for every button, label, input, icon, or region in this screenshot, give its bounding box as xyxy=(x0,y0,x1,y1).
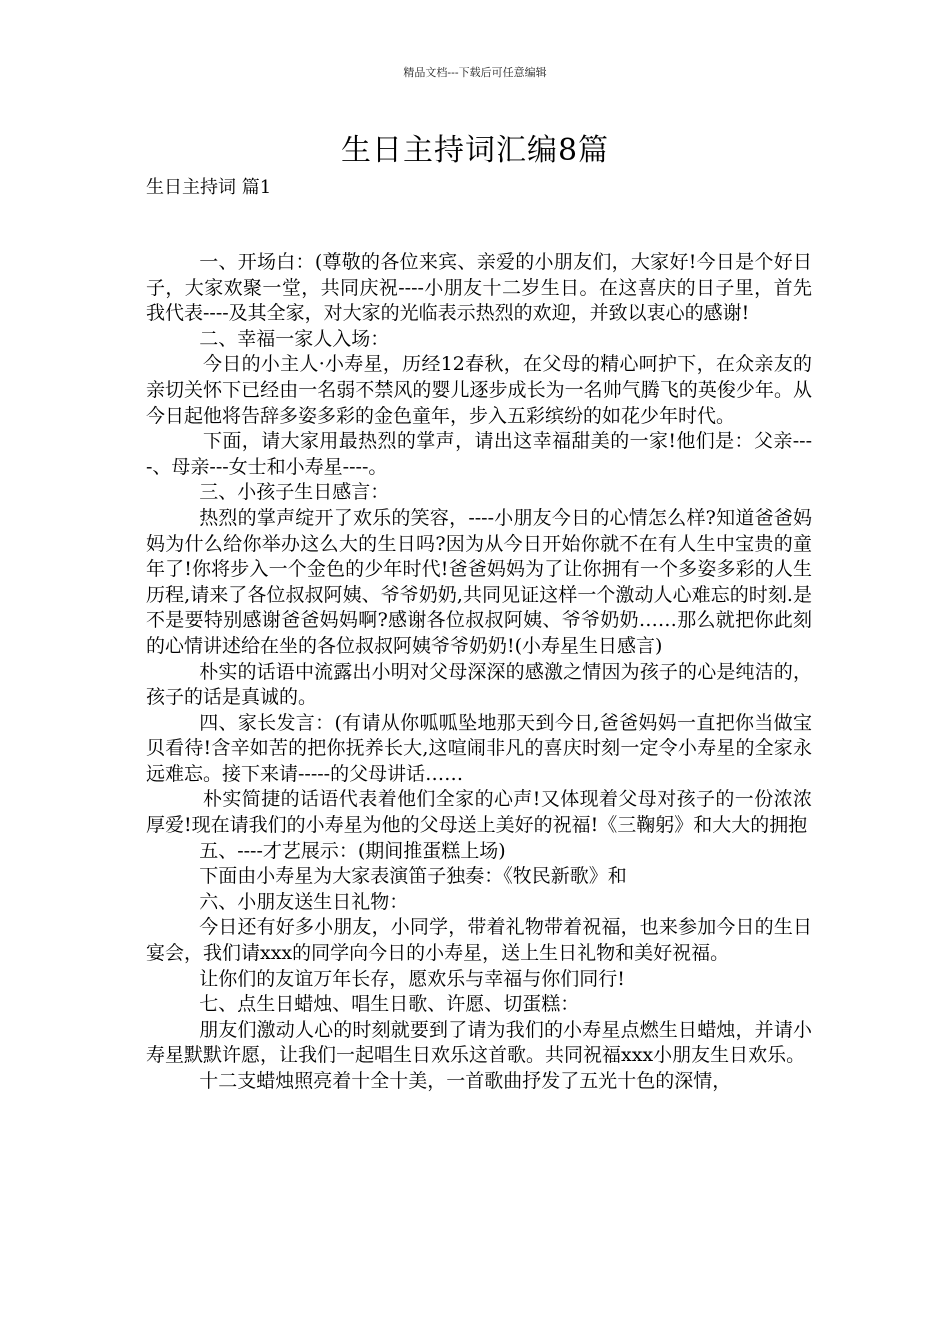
header-note: 精品文档---下载后可任意编辑 xyxy=(403,66,547,79)
paragraph: 下面由小寿星为大家表演笛子独奏：《牧民新歌》和 xyxy=(199,865,627,888)
paragraph: 朴实简捷的话语代表着他们全家的心声!又体现着父母对孩子的一份浓浓厚爱!现在请我们的小寿星为他的父母送上美好的祝福!《三鞠躬》和大大的拥抱 xyxy=(146,788,812,837)
paragraph: 二、幸福一家人入场： xyxy=(199,327,390,350)
paragraph: 五、----才艺展示：(期间推蛋糕上场) xyxy=(199,839,506,862)
document-title: 生日主持词汇编8篇 xyxy=(340,133,610,168)
paragraph: 让你们的友谊万年长存，愿欢乐与幸福与你们同行! xyxy=(199,967,625,990)
document-subtitle: 生日主持词 篇1 xyxy=(146,177,272,198)
paragraph: 四、家长发言：(有请从你呱呱坠地那天到今日,爸爸妈妈一直把你当做宝贝看待!含辛如苦的把你抚养长大,这喧闹非凡的喜庆时刻一定令小寿星的全家永远难忘。接下来请-----的父母讲话…… xyxy=(146,711,812,785)
paragraph: 今日的小主人·小寿星，历经12春秋，在父母的精心呵护下，在众亲友的亲切关怀下已经由一名弱不禁风的婴儿逐步成长为一名帅气腾飞的英俊少年。从今日起他将告辞多姿多彩的金色童年，步入五彩缤纷的如花少年时代。 xyxy=(146,353,812,427)
paragraph: 朋友们激动人心的时刻就要到了请为我们的小寿星点燃生日蜡烛，并请小寿星默默许愿，让我们一起唱生日欢乐这首歌。共同祝福xxx小朋友生日欢乐。 xyxy=(146,1018,812,1067)
paragraph: 今日还有好多小朋友，小同学，带着礼物带着祝福，也来参加今日的生日宴会，我们请xxx的同学向今日的小寿星，送上生日礼物和美好祝福。 xyxy=(146,916,812,965)
paragraph: 七、点生日蜡烛、唱生日歌、许愿、切蛋糕： xyxy=(199,993,580,1016)
paragraph: 热烈的掌声绽开了欢乐的笑容，----小朋友今日的心情怎么样?知道爸爸妈妈为什么给你举办这么大的生日吗?因为从今日开始你就不在有人生中宝贵的童年了!你将步入一个金色的少年时代!爸爸妈妈为了让你拥有一个多姿多彩的人生历程,请来了各位叔叔阿姨、爷爷奶奶,共同见证这样一个激动人心难忘的时刻.是不是要特别感谢爸爸妈妈啊?感谢各位叔叔阿姨、爷爷奶奶……那么就把你此刻的心情讲述给在坐的各位叔叔阿姨爷爷奶奶!(小寿星生日感言) xyxy=(146,506,812,657)
paragraph: 十二支蜡烛照亮着十全十美，一首歌曲抒发了五光十色的深情， xyxy=(199,1070,732,1092)
paragraph: 六、小朋友送生日礼物： xyxy=(199,890,409,913)
paragraph: 下面，请大家用最热烈的掌声，请出这幸福甜美的一家!他们是：父亲----、母亲---女士和小寿星----。 xyxy=(146,430,812,478)
paragraph: 朴实的话语中流露出小明对父母深深的感激之情因为孩子的心是纯洁的，孩子的话是真诚的。 xyxy=(146,660,812,709)
document-body xyxy=(146,250,812,1095)
paragraph: 三、小孩子生日感言： xyxy=(199,481,390,504)
paragraph: 一、开场白：(尊敬的各位来宾、亲爱的小朋友们，大家好!今日是个好日子，大家欢聚一堂，共同庆祝----小朋友十二岁生日。在这喜庆的日子里，首先我代表----及其全家，对大家的光临表示热烈的欢迎，并致以衷心的感谢! xyxy=(146,251,812,325)
